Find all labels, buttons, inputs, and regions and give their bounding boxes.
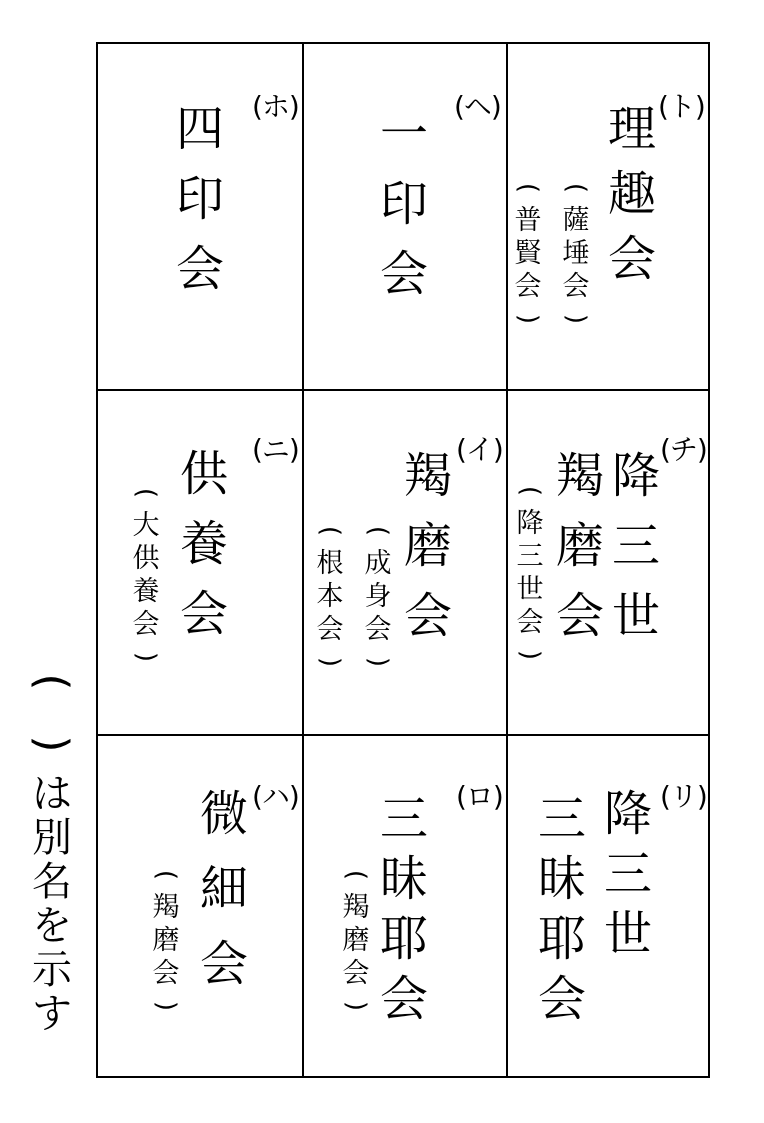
alias-name: ( 薩 埵 会 ) xyxy=(561,182,591,325)
section-name: 微 細 会 xyxy=(199,786,248,992)
section-name: 三 昧 耶 会 xyxy=(379,791,428,1027)
grid-divider xyxy=(506,44,508,1076)
alias-name: ( 大 供 養 会 ) xyxy=(131,487,161,663)
cell-label: (ニ) xyxy=(252,433,299,466)
alias-name: ( 普 賢 会 ) xyxy=(513,182,543,325)
alias-name: ( 羯 磨 会 ) xyxy=(341,869,371,1012)
section-name: 理 趣 会 xyxy=(607,101,656,287)
alias-name: ( 羯 磨 会 ) xyxy=(151,869,181,1012)
section-name: 降 三 世 xyxy=(611,448,660,644)
legend-bracket-close: ) xyxy=(26,735,78,753)
legend-note xyxy=(26,660,78,1037)
section-name: 羯 磨 会 xyxy=(555,448,604,644)
cell-label: (ト) xyxy=(658,90,705,123)
grid-divider xyxy=(98,734,708,736)
section-name: 三 昧 耶 会 xyxy=(537,791,586,1027)
alias-name: ( 降 三 世 会 ) xyxy=(515,485,545,661)
section-name: 一 印 会 xyxy=(379,106,428,302)
grid-divider xyxy=(302,44,304,1076)
section-name: 四 印 会 xyxy=(175,101,224,297)
cell-label: (イ) xyxy=(456,433,503,466)
section-name: 供 養 会 xyxy=(179,446,228,642)
section-name: 降 三 世 xyxy=(603,786,652,962)
cell-label: (チ) xyxy=(660,433,707,466)
cell-label: (ロ) xyxy=(456,780,503,813)
alias-name: ( 成 身 会 ) xyxy=(363,525,393,668)
alias-name: ( 根 本 会 ) xyxy=(315,525,345,668)
section-name: 羯 磨 会 xyxy=(403,448,452,644)
cell-label: (ハ) xyxy=(252,780,299,813)
legend-text: は 別 名 を 示 す xyxy=(32,771,72,1037)
grid-divider xyxy=(98,389,708,391)
cell-label: (ホ) xyxy=(252,90,299,123)
legend-bracket-open: ( xyxy=(26,673,78,691)
cell-label: (リ) xyxy=(660,780,707,813)
cell-label: (ヘ) xyxy=(454,90,501,123)
